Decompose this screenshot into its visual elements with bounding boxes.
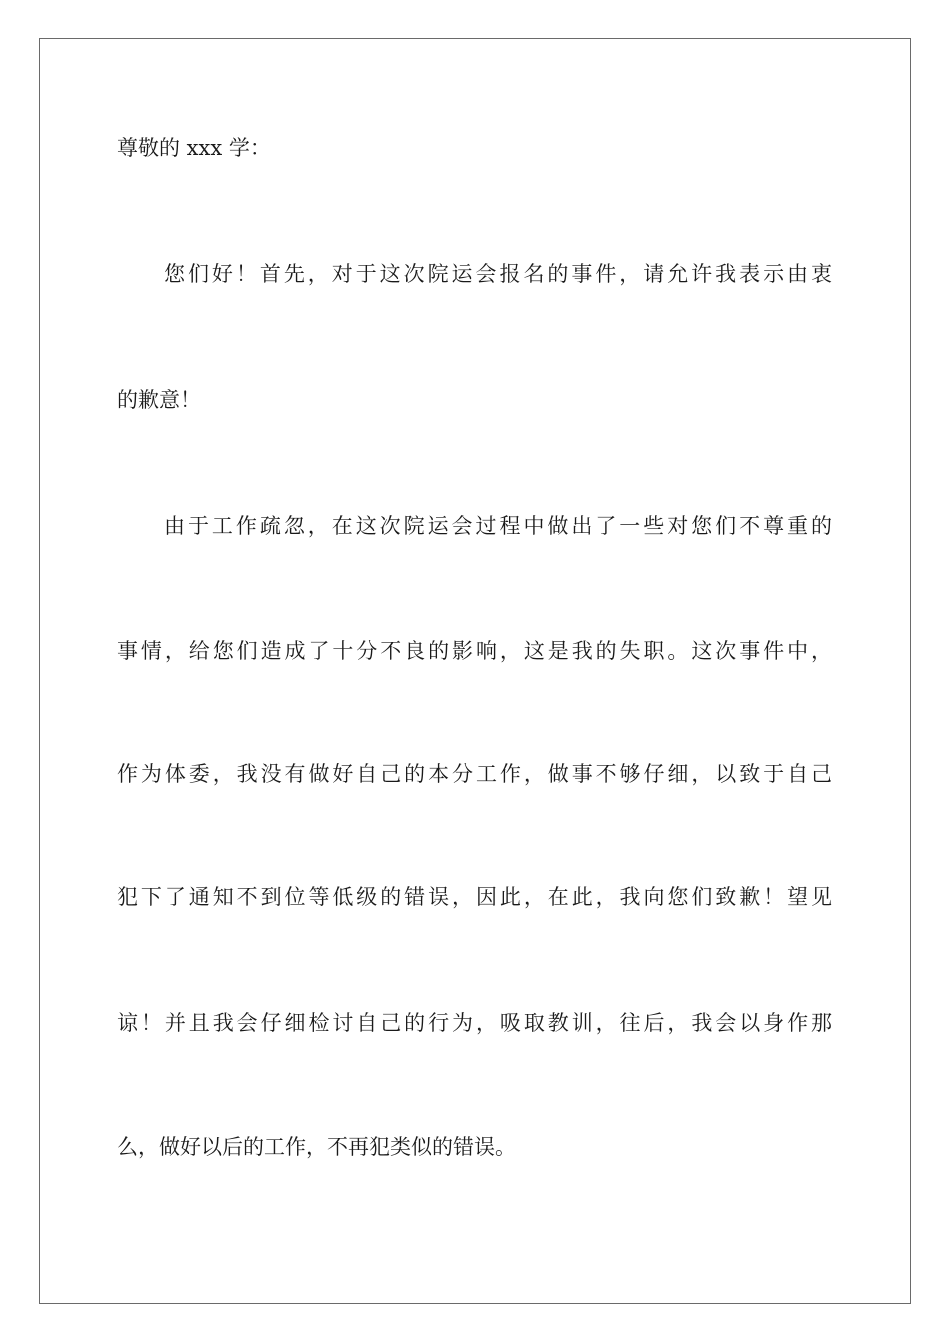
paragraph-2-line-5: 谅！并且我会仔细检讨自己的行为，吸取教训，往后，我会以身作那 (117, 1011, 832, 1035)
salutation: 尊敬的 xxx 学： (117, 136, 271, 160)
paragraph-2-line-6: 么，做好以后的工作，不再犯类似的错误。 (117, 1135, 516, 1159)
page-border (39, 38, 911, 1304)
paragraph-2-line-3: 作为体委，我没有做好自己的本分工作，做事不够仔细，以致于自己 (117, 762, 832, 786)
paragraph-2-line-2: 事情，给您们造成了十分不良的影响，这是我的失职。这次事件中， (117, 639, 832, 663)
paragraph-1-line-2: 的歉意！ (117, 388, 201, 412)
paragraph-2-line-1: 由于工作疏忽，在这次院运会过程中做出了一些对您们不尊重的 (164, 514, 832, 538)
paragraph-1-line-1: 您们好！首先，对于这次院运会报名的事件，请允许我表示由衷 (164, 262, 832, 286)
paragraph-2-line-4: 犯下了通知不到位等低级的错误，因此，在此，我向您们致歉！望见 (117, 885, 832, 909)
